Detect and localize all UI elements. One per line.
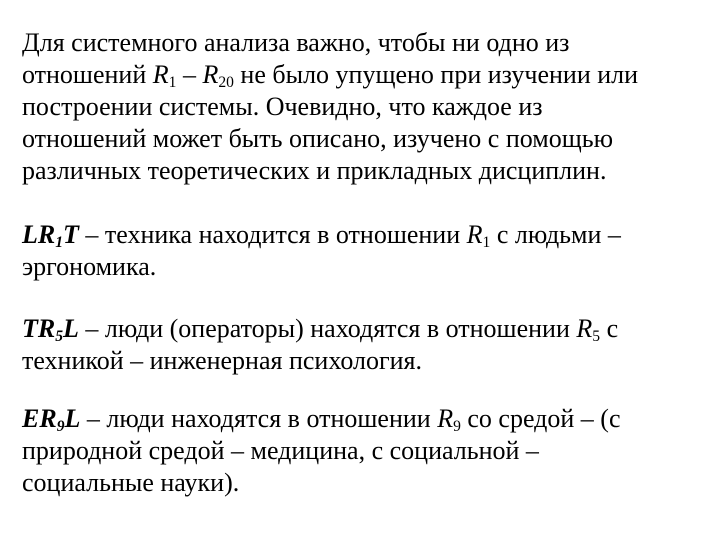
trl-code-prefix: TR	[22, 314, 56, 343]
erl-line-3: социальные науки).	[22, 468, 240, 497]
erl-text-end: со средой – (с	[460, 404, 621, 433]
range-dash: –	[176, 60, 203, 89]
lrt-code-suffix: T	[63, 220, 79, 249]
lrt-relation-subscript: 1	[482, 233, 491, 251]
erl-code	[22, 404, 80, 433]
trl-text-start: – люди (операторы) находятся в отношении	[78, 314, 577, 343]
erl-line-1	[22, 403, 702, 435]
intro-line-1: Для системного анализа важно, чтобы ни одно из	[22, 28, 570, 57]
intro-line-2-end: не было упущено при изучении или	[233, 60, 639, 89]
lrt-text-end: с людьми –	[490, 220, 621, 249]
trl-line-1	[22, 313, 702, 345]
lrt-line-1	[22, 219, 702, 251]
lrt-code-prefix: LR	[22, 220, 56, 249]
trl-relation-subscript: 5	[592, 327, 601, 345]
lrt-relation-symbol: R	[466, 220, 483, 249]
intro-line-3: построении системы. Очевидно, что каждое из	[22, 92, 543, 121]
trl-line-2: техникой – инженерная психология.	[22, 346, 423, 375]
trl-text-end: с	[600, 314, 619, 343]
relation-r-symbol-end: R	[202, 60, 219, 89]
lrt-code-subscript: 1	[55, 233, 64, 251]
lrt-paragraph	[22, 219, 702, 283]
erl-relation-subscript: 9	[453, 417, 461, 435]
lrt-code	[22, 220, 79, 249]
intro-line-2-start: отношений	[22, 60, 153, 89]
relation-subscript-1: 1	[168, 73, 177, 91]
erl-relation-symbol: R	[437, 404, 454, 433]
relation-subscript-20: 20	[218, 73, 234, 91]
trl-code-suffix: L	[63, 314, 79, 343]
trl-code	[22, 314, 79, 343]
erl-code-subscript: 9	[56, 417, 65, 435]
trl-relation-symbol: R	[576, 314, 593, 343]
erl-text-start: – люди находятся в отношении	[80, 404, 438, 433]
intro-paragraph	[22, 27, 702, 187]
erl-paragraph	[22, 403, 702, 499]
trl-paragraph	[22, 313, 702, 377]
erl-line-2: природной средой – медицина, с социальной –	[22, 436, 539, 465]
lrt-line-2: эргономика.	[22, 252, 157, 281]
intro-line-5: различных теоретических и прикладных дисциплин.	[22, 156, 607, 185]
relation-r-symbol: R	[152, 60, 169, 89]
intro-line-2	[22, 59, 702, 91]
erl-code-suffix: L	[64, 404, 81, 433]
trl-code-subscript: 5	[55, 327, 64, 345]
intro-line-4: отношений может быть описано, изучено с помощью	[22, 124, 614, 153]
lrt-text-start: – техника находится в отношении	[78, 220, 467, 249]
erl-code-prefix: ER	[22, 404, 57, 433]
